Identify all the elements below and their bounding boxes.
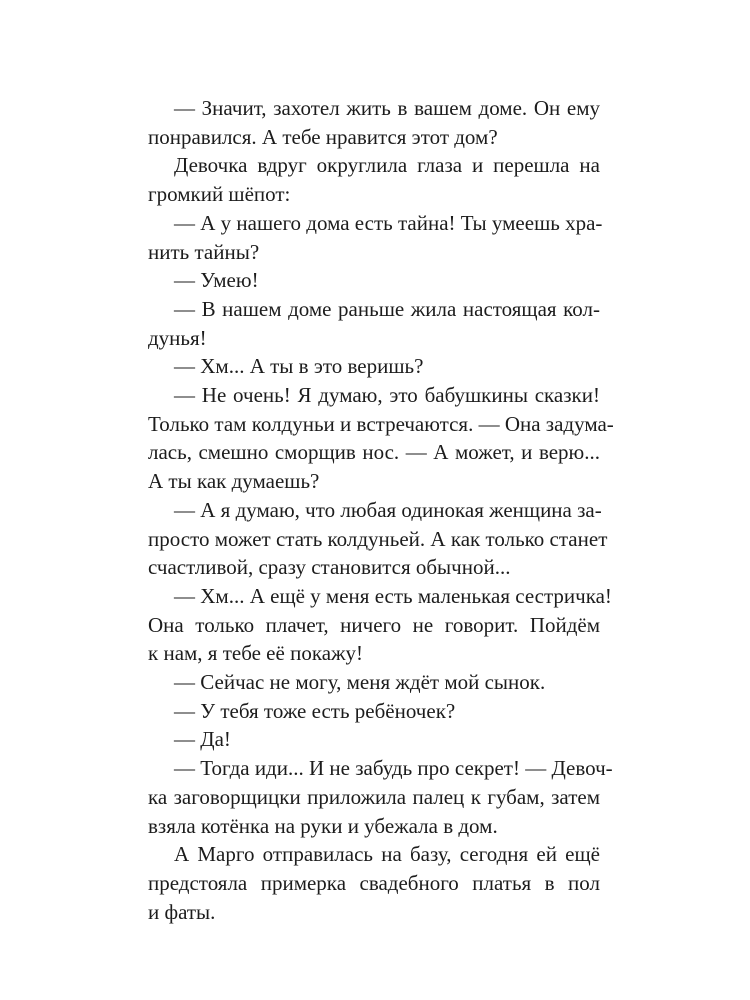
- paragraph: [148, 94, 600, 151]
- paragraph: [148, 295, 600, 352]
- text-line: Девочка вдруг округлила глаза и перешла на: [174, 153, 600, 178]
- text-line: — А я думаю, что любая одинокая женщина за-: [174, 497, 602, 522]
- paragraph: [148, 840, 600, 926]
- text-line: — Сейчас не могу, меня ждёт мой сынок.: [174, 670, 546, 695]
- paragraph: [148, 266, 600, 295]
- text-line: А Марго отправилась на базу, сегодня ей ещё: [174, 842, 600, 867]
- text-line: — Не очень! Я думаю, это бабушкины сказки!: [174, 383, 600, 408]
- text-line: предстояла примерка свадебного платья в пол: [148, 870, 600, 895]
- text-line: — Тогда иди... И не забудь про секрет! — Девоч-: [174, 756, 613, 781]
- text-line: просто может стать колдуньей. А как только станет: [148, 526, 608, 551]
- text-line: А ты как думаешь?: [148, 469, 320, 494]
- text-line: — Умею!: [174, 268, 259, 293]
- text-line: дунья!: [148, 325, 207, 350]
- text-line: лась, смешно сморщив нос. — А может, и верю...: [148, 440, 600, 465]
- text-line: — Значит, захотел жить в вашем доме. Он ему: [174, 96, 600, 120]
- text-line: — Да!: [174, 727, 231, 752]
- text-line: счастливой, сразу становится обычной...: [148, 555, 511, 580]
- text-line: нить тайны?: [148, 239, 260, 264]
- text-line: Она только плачет, ничего не говорит. Пойдём: [148, 612, 600, 637]
- text-line: — Хм... А ты в это веришь?: [174, 354, 424, 379]
- paragraph: [148, 725, 600, 754]
- text-line: взяла котёнка на руки и убежала в дом.: [148, 813, 498, 838]
- paragraph: [148, 151, 600, 208]
- text-line: — В нашем доме раньше жила настоящая кол-: [174, 296, 600, 321]
- text-line: — Хм... А ещё у меня есть маленькая сестричка!: [174, 583, 612, 608]
- text-line: ка заговорщицки приложила палец к губам, затем: [148, 784, 600, 809]
- paragraph: [148, 582, 612, 668]
- paragraph: [148, 697, 600, 726]
- paragraph: [148, 352, 600, 381]
- text-line: громкий шёпот:: [148, 182, 291, 207]
- paragraph: [148, 668, 600, 697]
- text-line: Только там колдуньи и встречаются. — Она задума-: [148, 411, 614, 436]
- paragraph: [148, 496, 608, 582]
- paragraph: [148, 754, 613, 840]
- text-line: к нам, я тебе её покажу!: [148, 641, 364, 666]
- page-text: [148, 94, 614, 926]
- text-line: понравился. А тебе нравится этот дом?: [148, 124, 498, 149]
- paragraph: [148, 209, 603, 266]
- text-line: и фаты.: [148, 899, 216, 924]
- text-line: — У тебя тоже есть ребёночек?: [174, 698, 456, 723]
- paragraph: [148, 381, 614, 496]
- text-line: — А у нашего дома есть тайна! Ты умеешь хра-: [174, 210, 603, 235]
